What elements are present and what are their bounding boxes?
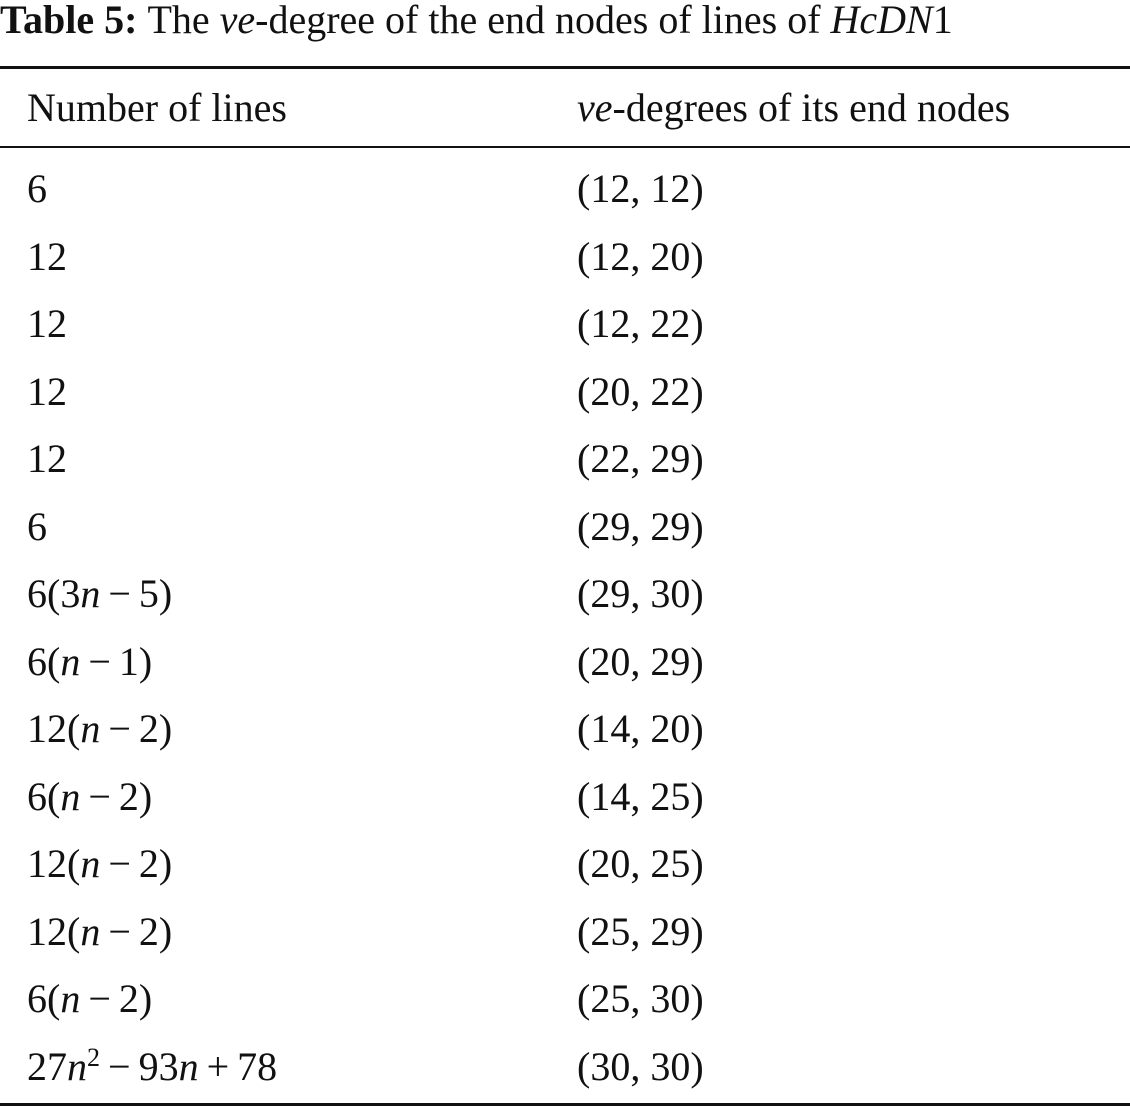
caption-italic-term: ve: [219, 0, 256, 42]
table-row: [0, 560, 1130, 628]
cell-number-of-lines: 12: [27, 436, 67, 481]
caption-label: Table 5:: [0, 0, 138, 42]
table-caption: [0, 0, 1130, 52]
table-row: [0, 425, 1130, 493]
table-row: [0, 898, 1130, 966]
cell-ve-degrees: (20, 22): [577, 368, 704, 414]
cell-number-of-lines: 12(n − 2): [27, 706, 173, 751]
cell-number-of-lines: $27n^2 - 93n + 78$: [27, 1042, 278, 1089]
table-row: [0, 830, 1130, 898]
caption-network-name: HcDN: [830, 0, 933, 42]
cell-ve-degrees: (20, 25): [577, 841, 704, 886]
header-ve-degrees: [577, 80, 1010, 136]
cell-number-of-lines: 6(3n − 5): [27, 571, 173, 616]
cell-number-of-lines: 6(n − 2): [27, 773, 153, 819]
cell-ve-degrees: (20, 29): [577, 638, 704, 684]
caption-network-index: 1: [932, 0, 953, 42]
cell-ve-degrees: (14, 25): [577, 773, 704, 819]
cell-ve-degrees: (30, 30): [577, 1043, 704, 1089]
table-row: [0, 965, 1130, 1033]
cell-number-of-lines: 6(n − 1): [27, 638, 153, 684]
cell-number-of-lines: 12: [27, 233, 67, 279]
header-ve-rest: -degrees of its end nodes: [612, 85, 1011, 130]
caption-text-after: -degree of the end nodes of lines of: [255, 0, 831, 42]
header-ve-term: ve: [577, 85, 613, 130]
table-row: [0, 290, 1130, 358]
cell-ve-degrees: (12, 20): [577, 233, 704, 279]
cell-number-of-lines: 6: [27, 166, 47, 211]
cell-ve-degrees: (22, 29): [577, 436, 704, 481]
table-row: [0, 493, 1130, 561]
cell-number-of-lines: 12: [27, 368, 67, 414]
table-row: [0, 358, 1130, 426]
cell-ve-degrees: (14, 20): [577, 706, 704, 751]
table-row: [0, 628, 1130, 696]
table-row: [0, 763, 1130, 831]
cell-number-of-lines: 6: [27, 503, 47, 549]
table-row: [0, 695, 1130, 763]
caption-text-before: The: [147, 0, 220, 42]
cell-number-of-lines: 6(n − 2): [27, 976, 153, 1021]
table-header-rule: [0, 146, 1130, 148]
cell-ve-degrees: (12, 12): [577, 166, 704, 211]
table-row: [0, 1033, 1130, 1101]
table-header-row: [0, 80, 1130, 136]
cell-ve-degrees: (12, 22): [577, 301, 704, 346]
table-row: [0, 223, 1130, 291]
cell-number-of-lines: 12(n − 2): [27, 841, 173, 886]
cell-ve-degrees: (29, 29): [577, 503, 704, 549]
table-top-rule: [0, 66, 1130, 69]
cell-ve-degrees: (25, 30): [577, 976, 704, 1021]
cell-number-of-lines: 12(n − 2): [27, 908, 173, 954]
cell-ve-degrees: (25, 29): [577, 908, 704, 954]
table-row: [0, 155, 1130, 223]
cell-number-of-lines: 12: [27, 301, 67, 346]
table-body: [0, 155, 1130, 1100]
cell-ve-degrees: (29, 30): [577, 571, 704, 616]
header-number-of-lines: Number of lines: [27, 85, 287, 130]
